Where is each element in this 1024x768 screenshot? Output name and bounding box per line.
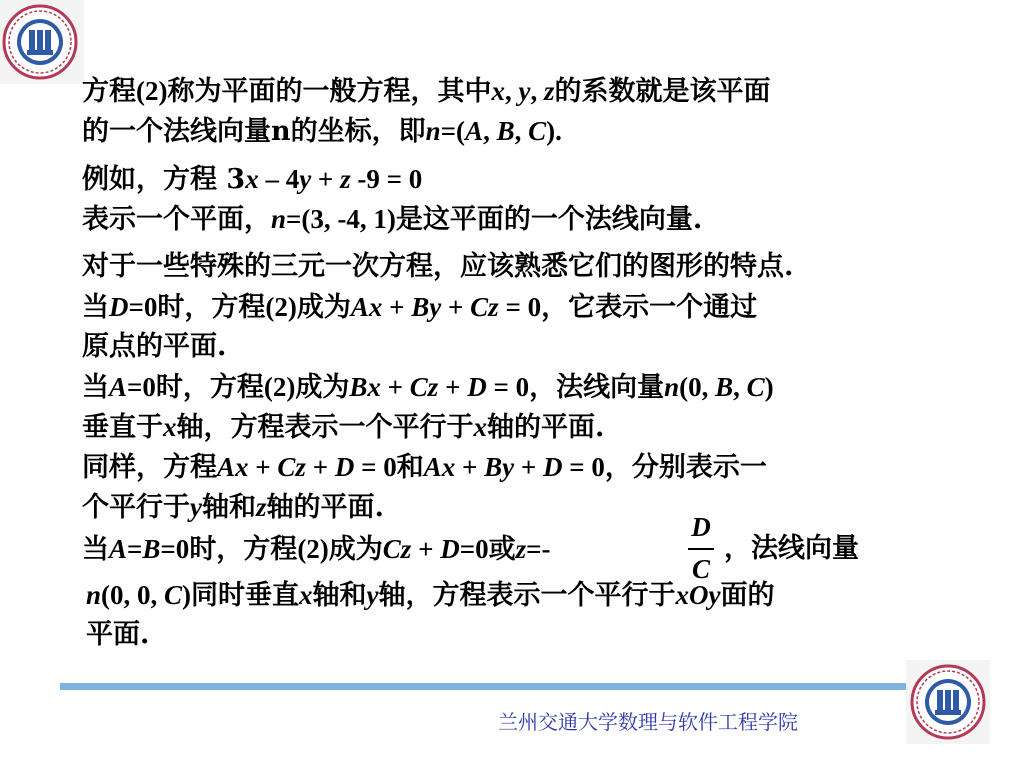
text-span: ，法线向量 [529,372,665,403]
fraction-bar [688,548,714,550]
text-span: 轴的平面. [266,492,384,523]
text-span: 表示一个平面， [82,204,271,235]
text-span: = [127,534,143,564]
university-seal-icon [906,660,990,744]
math-variable: z [340,164,351,194]
math-variable: Bx [349,372,381,402]
text-span: (2) [136,76,168,106]
text-span: = 0 [486,372,530,402]
text-line [82,372,774,403]
math-variable: Cz [470,292,499,322]
math-variable: D [467,372,487,402]
math-variable: By [411,292,442,322]
text-span: 轴和 [201,492,256,523]
text-span: =0 [128,292,158,322]
text-span: + [382,292,412,322]
math-variable: x [473,412,487,442]
math-variable: Cz [382,534,412,564]
math-variable: B [142,534,161,564]
text-line [82,116,562,147]
math-variable: x [299,580,313,610]
text-line [724,534,859,564]
math-variable: A [109,372,128,402]
text-span: 当 [82,372,109,403]
text-span: ). [546,116,562,146]
text-span: 的坐标，即 [290,116,426,147]
text-line [82,164,422,195]
text-span: 垂直于 [82,412,163,443]
math-variable: Cz [409,372,439,402]
text-span: , [733,372,747,402]
text-span: ，它表示一个通过 [541,292,758,323]
text-span: + [455,452,485,482]
text-span: + [438,372,468,402]
text-span: 时，方程 [155,372,264,403]
math-variable: x [163,412,177,442]
text-span: 轴，方程表示一个平行于 [378,580,676,611]
text-line [82,492,384,523]
text-span: =( [440,116,466,146]
math-variable: z [543,76,555,106]
text-span: + [411,534,441,564]
text-span: 是这平面的一个法线向量. [395,204,703,235]
fraction-numerator: D [691,512,711,542]
text-line [82,252,793,282]
text-span: 平面. [86,619,150,650]
text-span: =0 [127,372,156,402]
text-span: 例如，方程 3 [82,164,246,195]
math-variable: n [86,580,102,610]
text-span: 轴的平面. [487,412,605,443]
math-variable: x [245,164,259,194]
text-span: 时，方程 [157,292,266,323]
text-span: -9 = 0 [350,164,423,194]
math-variable: A [465,116,484,146]
text-span: 成为 [328,534,383,565]
text-span: 个平行于 [82,492,190,523]
text-span: 时，方程 [189,534,298,565]
text-span: = 0 [498,292,542,322]
text-span: 方程 [82,76,136,107]
math-variable: D [440,534,460,564]
text-span: =(3, -4, 1) [286,204,396,234]
text-span: + [248,452,278,482]
text-span: 的一个法线向量 [82,116,271,147]
text-span: =0 [459,534,489,564]
text-span: 称为平面的一般方程，其中 [167,76,492,107]
text-line [82,292,757,323]
text-line [86,620,149,650]
math-variable: y [366,580,379,610]
text-span: 当 [82,534,109,565]
text-span: , [530,76,544,106]
math-variable: C [746,372,765,402]
math-variable: x [491,76,505,106]
text-span: , [514,116,529,146]
text-span: , [504,76,519,106]
text-span: + [441,292,471,322]
text-span: = 0 [354,452,397,482]
math-variable: Ax [350,292,383,322]
text-span: (2) [263,372,296,402]
text-span: ) [764,372,774,402]
math-variable: A [109,534,128,564]
text-span: , [483,116,497,146]
text-span: (0, 0, [101,580,165,610]
university-seal-icon [0,0,84,84]
math-variable: C [528,116,547,146]
text-span: (2) [297,534,329,564]
fraction-denominator: C [691,554,710,584]
math-variable: z [255,492,267,522]
text-span: ，法线向量 [724,533,859,564]
text-span: (2) [265,292,297,322]
math-variable: B [496,116,515,146]
text-span: 轴，方程表示一个平行于 [176,412,474,443]
text-line [82,452,767,483]
text-span: 原点的平面. [82,331,227,362]
math-variable: C [164,580,183,610]
math-variable: By [484,452,515,482]
text-span: 当 [82,292,109,323]
fraction-d-over-c [684,512,718,584]
text-span: 或 [488,534,516,565]
text-span: =0 [160,534,190,564]
text-span: =- [526,534,551,564]
text-span: (0, [679,372,716,402]
math-variable: y [299,164,312,194]
text-span: 同样，方程 [82,452,217,483]
text-span: 同时垂直 [191,580,300,611]
text-line [82,332,226,362]
math-variable: xOy [675,580,721,610]
text-span: n [271,116,291,147]
text-span: ，分别表示一 [604,452,767,483]
text-line [82,204,702,235]
text-line [82,76,770,107]
math-variable: n [271,204,287,234]
math-variable: z [515,534,527,564]
math-variable: D [334,452,355,482]
text-span: – 4 [258,164,300,194]
math-variable: y [518,76,531,106]
text-span: 成为 [295,372,350,403]
footer-divider [60,683,908,690]
text-span: + [305,452,335,482]
math-variable: y [190,492,202,522]
footer-institution: 兰州交通大学数理与软件工程学院 [498,710,798,734]
text-span: 轴和 [312,580,367,611]
text-span: 成为 [296,292,351,323]
text-span: + [311,164,341,194]
text-span: 面的 [720,580,775,611]
math-variable: Ax [217,452,249,482]
text-span: 和 [396,452,424,483]
math-variable: n [664,372,680,402]
text-span: + [380,372,410,402]
math-variable: Ax [423,452,456,482]
text-span: ) [182,580,192,610]
math-variable: D [109,292,129,322]
text-line [86,580,775,611]
math-variable: B [715,372,734,402]
text-line [82,534,551,565]
text-span: 对于一些特殊的三元一次方程，应该熟悉它们的图形的特点. [82,251,794,282]
math-variable: n [425,116,441,146]
text-span: 的系数就是该平面 [554,76,771,107]
text-span: = 0 [562,452,605,482]
math-variable: Cz [277,452,306,482]
text-span: + [514,452,544,482]
math-variable: D [543,452,563,482]
text-line [82,412,604,443]
